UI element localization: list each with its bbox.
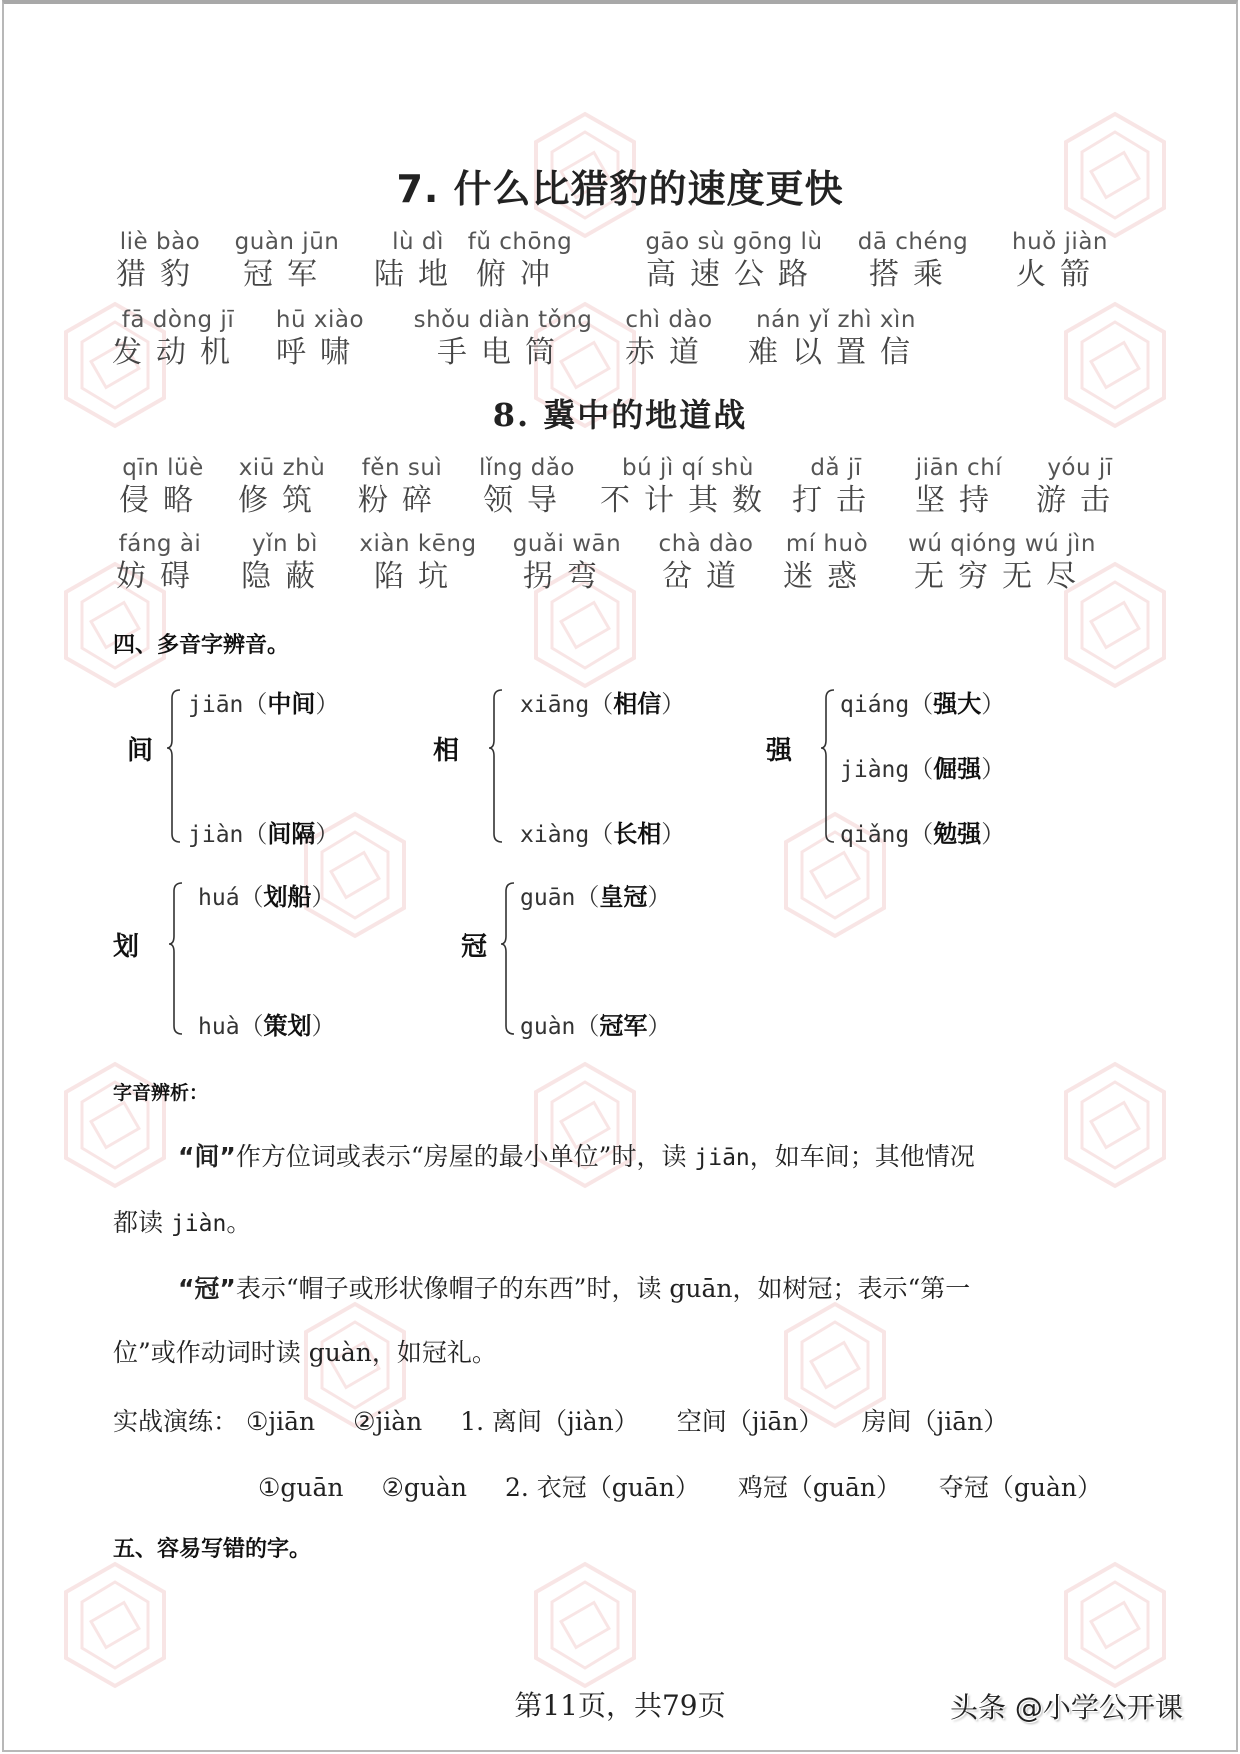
vocab-pinyin: bú jì qí shù xyxy=(621,455,755,481)
vocab-pinyin: lù dì xyxy=(392,229,444,255)
practice-row-1: 实战演练： ①jiān ②jiàn 1. 离间（jiàn） 空间（jiān） 房间（jiān） xyxy=(113,1402,1008,1438)
lesson-7-vocab-row-1 xyxy=(0,228,1240,298)
vocab-pinyin: fěn suì xyxy=(361,455,443,481)
vocab-pinyin: liè bào xyxy=(119,229,201,255)
vocab-hanzi: 游击 xyxy=(1036,483,1124,518)
section-5-heading: 五、容易写错的字。 xyxy=(113,1537,312,1562)
vocab-hanzi: 搭乘 xyxy=(869,257,957,292)
polyphonic-reading: qiǎng（勉强） xyxy=(840,820,1006,848)
page-number: 第11页，共79页 xyxy=(514,1689,726,1722)
vocab-hanzi: 赤道 xyxy=(625,335,713,370)
vocab-hanzi: 陷坑 xyxy=(374,559,462,594)
curly-brace-icon xyxy=(500,881,520,1036)
vocab-hanzi: 手电筒 xyxy=(437,335,569,370)
vocab-pinyin: fā dòng jī xyxy=(121,307,235,333)
vocab-pinyin: nán yǐ zhì xìn xyxy=(756,307,916,333)
vocab-pinyin: chì dào xyxy=(625,307,713,333)
analysis-paragraph-2-line-2: 位”或作动词时读 guàn，如冠礼。 xyxy=(113,1338,497,1367)
vocab-hanzi: 岔道 xyxy=(662,559,750,594)
polyphonic-char: 划 xyxy=(113,932,140,962)
polyphonic-reading: guàn（冠军） xyxy=(520,1012,672,1040)
lesson-7-title: 7. 什么比猎豹的速度更快 xyxy=(396,167,844,211)
vocab-pinyin: chà dào xyxy=(658,531,754,557)
polyphonic-reading: huà（策划） xyxy=(198,1012,336,1040)
vocab-pinyin: shǒu diàn tǒng xyxy=(413,307,593,333)
section-4-heading: 四、多音字辨音。 xyxy=(113,633,290,658)
practice-label: 实战演练： xyxy=(113,1407,239,1436)
vocab-pinyin: qīn lüè xyxy=(122,455,204,481)
source-credit: 头条 @小学公开课 xyxy=(950,1691,1183,1724)
analysis-char-jian: “间” xyxy=(178,1142,236,1171)
vocab-hanzi: 妨碍 xyxy=(116,559,204,594)
vocab-item xyxy=(902,530,1102,596)
vocab-hanzi: 猎豹 xyxy=(116,257,204,292)
vocab-pinyin: jiān chí xyxy=(915,455,1003,481)
polyphonic-reading: xiāng（相信） xyxy=(520,690,686,718)
vocab-pinyin: guǎi wān xyxy=(512,531,622,557)
vocab-pinyin: dā chéng xyxy=(857,229,969,255)
polyphonic-char: 冠 xyxy=(461,932,488,962)
vocab-hanzi: 俯冲 xyxy=(476,257,564,292)
vocab-pinyin: lǐng dǎo xyxy=(478,455,576,481)
vocab-pinyin: yóu jī xyxy=(1047,455,1113,481)
analysis-char-guan: “冠” xyxy=(178,1274,236,1303)
analysis-paragraph-1-line-2: 都读 jiàn。 xyxy=(113,1208,252,1237)
vocab-hanzi: 无穷无尽 xyxy=(914,559,1090,594)
vocab-item xyxy=(960,228,1160,294)
curly-brace-icon xyxy=(168,881,188,1036)
vocab-item xyxy=(634,228,834,294)
vocab-hanzi: 火箭 xyxy=(1016,257,1104,292)
vocab-item xyxy=(727,530,927,596)
lesson-7-vocab-row-2 xyxy=(0,306,1240,376)
vocab-hanzi: 发动机 xyxy=(112,335,244,370)
vocab-hanzi: 呼啸 xyxy=(276,335,364,370)
polyphonic-reading: guān（皇冠） xyxy=(520,883,672,911)
vocab-pinyin: mí huò xyxy=(785,531,869,557)
vocab-pinyin: dǎ jī xyxy=(810,455,862,481)
vocab-hanzi: 陆地 xyxy=(374,257,462,292)
polyphonic-reading: jiān（中间） xyxy=(188,690,340,718)
polyphonic-char: 强 xyxy=(766,736,793,766)
curly-brace-icon xyxy=(820,688,840,844)
polyphonic-reading: qiáng（强大） xyxy=(840,690,1006,718)
vocab-pinyin: xiàn kēng xyxy=(359,531,477,557)
vocab-hanzi: 高速公路 xyxy=(646,257,822,292)
vocab-hanzi: 不计其数 xyxy=(600,483,776,518)
vocab-item xyxy=(220,306,420,372)
vocab-item xyxy=(736,306,936,372)
polyphonic-char: 相 xyxy=(433,736,460,766)
curly-brace-icon xyxy=(488,688,508,844)
vocab-pinyin: xiū zhù xyxy=(238,455,326,481)
vocab-pinyin: hū xiào xyxy=(275,307,365,333)
vocab-pinyin: fǔ chōng xyxy=(467,229,573,255)
polyphonic-reading: jiàn（间隔） xyxy=(188,820,340,848)
vocab-pinyin: wú qióng wú jìn xyxy=(908,531,1096,557)
vocab-item xyxy=(980,454,1180,520)
lesson-8-title: 8. 冀中的地道战 xyxy=(492,396,748,434)
vocab-hanzi: 冠军 xyxy=(243,257,331,292)
vocab-hanzi: 修筑 xyxy=(238,483,326,518)
vocab-item xyxy=(420,228,620,294)
polyphonic-reading: huá（划船） xyxy=(198,883,336,911)
vocab-pinyin: fáng ài xyxy=(118,531,202,557)
polyphonic-reading: jiàng（倔强） xyxy=(840,755,1006,783)
vocab-hanzi: 侵略 xyxy=(119,483,207,518)
vocab-pinyin: guàn jūn xyxy=(234,229,340,255)
vocab-pinyin: huǒ jiàn xyxy=(1012,229,1108,255)
analysis-paragraph-2: “冠”表示“帽子或形状像帽子的东西”时，读 guān，如树冠；表示“第一 xyxy=(178,1274,971,1303)
vocab-hanzi: 难以置信 xyxy=(748,335,924,370)
vocab-pinyin: yǐn bì xyxy=(252,531,318,557)
vocab-hanzi: 隐蔽 xyxy=(241,559,329,594)
vocab-hanzi: 领导 xyxy=(483,483,571,518)
vocab-pinyin: gāo sù gōng lù xyxy=(645,229,823,255)
vocab-hanzi: 迷惑 xyxy=(783,559,871,594)
analysis-label: 字音辨析： xyxy=(113,1082,209,1104)
polyphonic-char: 间 xyxy=(127,736,154,766)
vocab-hanzi: 坚持 xyxy=(915,483,1003,518)
vocab-hanzi: 拐弯 xyxy=(523,559,611,594)
analysis-paragraph-1: “间”作方位词或表示“房屋的最小单位”时，读 jiān，如车间；其他情况 xyxy=(178,1142,975,1171)
vocab-hanzi: 打击 xyxy=(792,483,880,518)
lesson-8-vocab-row-2 xyxy=(0,530,1240,600)
lesson-8-vocab-row-1 xyxy=(0,454,1240,524)
vocab-hanzi: 粉碎 xyxy=(358,483,446,518)
practice-row-2: ①guān ②guàn 2. 衣冠（guān） 鸡冠（guān） 夺冠（guàn） xyxy=(258,1473,1103,1502)
polyphonic-reading: xiàng（长相） xyxy=(520,820,686,848)
curly-brace-icon xyxy=(166,688,186,844)
